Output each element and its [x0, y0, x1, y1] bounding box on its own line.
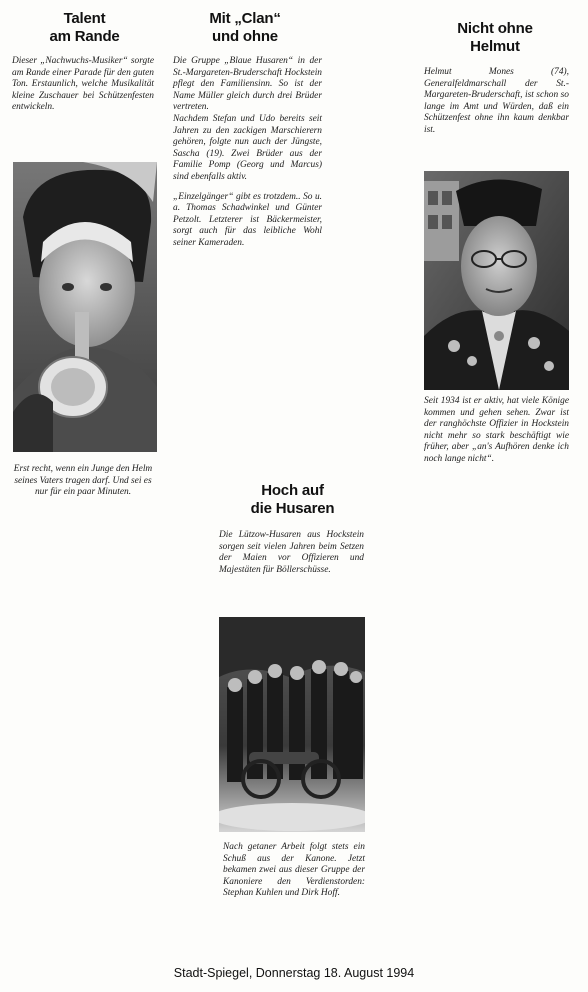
footer-source-line: Stadt-Spiegel, Donnerstag 18. August 1994 — [173, 966, 415, 980]
article-talent-text — [12, 56, 154, 114]
article-helmut-paragraph: Helmut Mones (74), Generalfeldmarschall der St.-Margareten-Bruderschaft, ist schon so lange im Amt und Würden, daß ein Schützenfest ohne ihn kaum denkbar ist. — [424, 67, 569, 135]
caption-helmut-paragraph: Seit 1934 ist er aktiv, hat viele Könige kommen und gehen sehen. Zwar ist der ranghöchste Offizier in Hockstein nicht mehr so stark beschäftigt wie früher, aber „an's Aufhören denke ich noch lange nicht“. — [424, 396, 569, 464]
headline-mit-clan-und-ohne: Mit „Clan“ und ohne — [209, 10, 281, 45]
article-helmut-caption — [424, 396, 569, 466]
article-clan-paragraph-1: Die Gruppe „Blaue Husaren“ in der St.-Margareten-Bruderschaft Hockstein pflegt den Familiensinn. So ist der Name Müller gleich durch drei Brüder vertreten. — [173, 56, 322, 113]
headline-talent-am-rande: Talent am Rande — [49, 10, 120, 45]
article-helmut-text — [424, 67, 569, 137]
headline-nicht-ohne-helmut: Nicht ohne Helmut — [457, 20, 533, 55]
article-clan-text — [173, 56, 322, 250]
photo-boy-with-trumpet — [13, 162, 157, 452]
article-husaren-text — [219, 530, 364, 576]
article-talent-paragraph: Dieser „Nachwuchs-Musiker“ sorgte am Rande einer Parade für den guten Ton. Erstaunlich, welche Musikalität kleine Zuschauer bei Schützenfesten entwickeln. — [12, 56, 154, 113]
article-husaren-caption — [223, 842, 365, 900]
headline-hoch-auf-die-husaren: Hoch auf die Husaren — [250, 482, 335, 517]
caption-husaren-paragraph: Nach getaner Arbeit folgt stets ein Schuß aus der Kanone. Jetzt bekamen zwei aus dieser Gruppe der Kanoniere den Verdienstorden: Stephan Kuhlen und Dirk Hoff. — [223, 842, 365, 899]
photo-husaren-group-with-cannon — [219, 617, 365, 832]
article-talent-caption — [13, 464, 153, 499]
caption-talent-paragraph: Erst recht, wenn ein Junge den Helm seines Vaters tragen darf. Und sei es nur für ein paar Minuten. — [13, 464, 153, 498]
photo-helmut-mones-portrait — [424, 171, 569, 390]
article-husaren-paragraph: Die Lützow-Husaren aus Hockstein sorgen seit vielen Jahren beim Setzen der Maien vor Offizieren und Majestäten für Böllerschüsse. — [219, 530, 364, 575]
article-clan-paragraph-3: „Einzelgänger“ gibt es trotzdem.. So u. a. Thomas Schadwinkel und Günter Petzolt. Letzterer ist Bäckermeister, sorgt auch für das leibliche Wohl seiner Kameraden. — [173, 191, 322, 248]
article-clan-paragraph-2: Nachdem Stefan und Udo bereits seit Jahren zu den zackigen Marschierern gehören, folgte nun auch der Jüngste, Sascha (19). Zwei Brüder aus der Familie Pomp (Georg und Marcus) sind ebenfalls aktiv. — [173, 113, 322, 182]
